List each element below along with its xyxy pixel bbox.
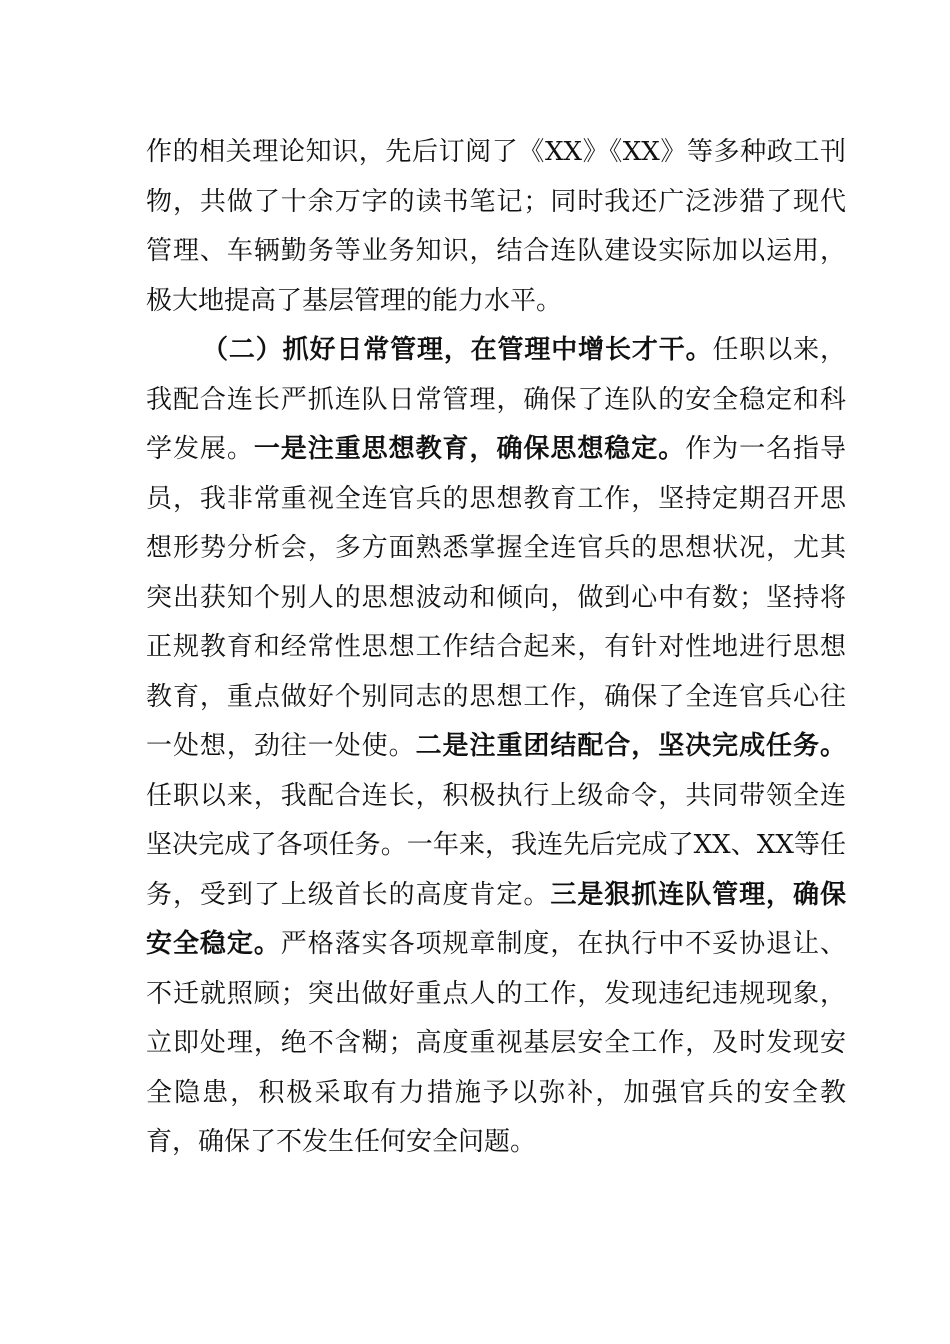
paragraph-text: 作的相关理论知识，先后订阅了《XX》《XX》等多种政工刊物，共做了十余万字的读书笔记；同时我还广泛涉猎了现代管理、车辆勤务等业务知识，结合连队建设实际加以运用，极大地提高了基层管理的能力水平。 — [146, 137, 846, 316]
section-heading: （二）抓好日常管理，在管理中增长才干。 — [202, 335, 713, 365]
point-text-1: 作为一名指导员，我非常重视全连官兵的思想教育工作，坚持定期召开思想形势分析会，多方面熟悉掌握全连官兵的思想状况，尤其突出获知个别人的思想波动和倾向，做到心中有数；坚持将正规教育和经常性思想工作结合起来，有针对性地进行思想教育，重点做好个别同志的思想工作，确保了全连官兵心往一处想，劲往一处使。 — [146, 434, 846, 761]
document-body — [146, 128, 846, 1168]
paragraph-continuation — [146, 128, 846, 326]
paragraph-management — [146, 326, 846, 1168]
point-text-3: 严格落实各项规章制度，在执行中不妥协退让、不迁就照顾；突出做好重点人的工作，发现违纪违规现象，立即处理，绝不含糊；高度重视基层安全工作，及时发现安全隐患，积极采取有力措施予以弥补，加强官兵的安全教育，确保了不发生任何安全问题。 — [146, 929, 846, 1157]
point-text-2: 任职以来，我配合连长，积极执行上级命令，共同带领全连坚决完成了各项任务。一年来，我连先后完成了XX、XX等任务，受到了上级首长的高度肯定。 — [146, 780, 846, 910]
point-title-2: 二是注重团结配合，坚决完成任务。 — [415, 731, 846, 761]
point-title-3: 三是狠抓连队管理，确保安全稳定。 — [146, 879, 846, 959]
paragraph-text: 任职以来，我配合连长严抓连队日常管理，确保了连队的安全稳定和科学发展。 — [146, 335, 846, 464]
point-title-1: 一是注重思想教育，确保思想稳定。 — [253, 434, 686, 464]
